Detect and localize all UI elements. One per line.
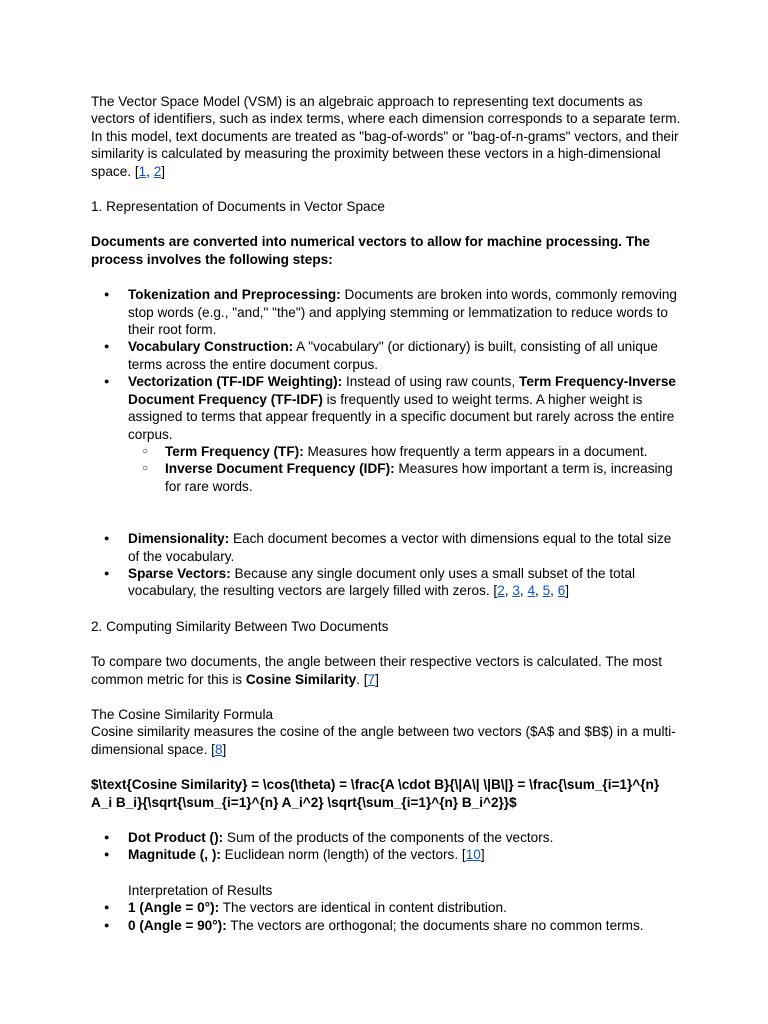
section-heading: 1. Representation of Documents in Vector Space (91, 199, 385, 215)
list-item: ● 0 (Angle = 90°): The vectors are orthogonal; the documents share no common terms. (91, 917, 681, 934)
cosine-formula: $\text{Cosine Similarity} = \cos(\theta) = \frac{A \cdot B}{\|A\| \|B\|} = \frac{\sum_{i=1}^{n} A_i B_i}{\sqrt{\sum_{i=1}^{n} A_i^2} \sqrt{\sum_{i=1}^{n} B_i^2}}$ (91, 777, 660, 810)
citation-link[interactable]: 2 (497, 583, 505, 599)
results-list (91, 899, 681, 934)
terms-list (91, 829, 681, 864)
citation-link[interactable]: 10 (465, 847, 481, 863)
list-item: ● Sparse Vectors: Because any single document only uses a small subset of the total vocabulary, the resulting vectors are largely filled with zeros. [2, 3, 4, 5, 6] (91, 565, 681, 600)
list-item: ○ Inverse Document Frequency (IDF): Measures how important a term is, increasing for rare words. (128, 460, 681, 495)
interpretation-title: Interpretation of Results (128, 882, 273, 898)
list-item: ● 1 (Angle = 0°): The vectors are identical in content distribution. (91, 899, 681, 916)
section-heading: 2. Computing Similarity Between Two Documents (91, 618, 389, 634)
citation-link[interactable]: 1 (138, 163, 147, 179)
list-item: ● Dot Product (): Sum of the products of the components of the vectors. (91, 829, 681, 846)
formula-title: The Cosine Similarity Formula (91, 706, 274, 722)
citation-link[interactable]: 5 (542, 583, 551, 599)
list-item: ● Vocabulary Construction: A "vocabulary" (or dictionary) is built, consisting of all unique terms across the entire document corpus. (91, 338, 681, 373)
sub-list (128, 443, 681, 495)
list-item: ○ Term Frequency (TF): Measures how frequently a term appears in a document. (128, 443, 681, 460)
intro-paragraph: The Vector Space Model (VSM) is an algebraic approach to representing text documents as vectors of identifiers, such as index terms, where each dimension corresponds to a separate term. In this model, text documents are treated as "bag-of-words" or "bag-of-n-grams" vectors, and their similarity is calculated by measuring the proximity between these vectors in a high-dimensional space. [1, 2] (91, 94, 681, 179)
citation-link[interactable]: 2 (153, 163, 162, 179)
citation-link[interactable]: 4 (527, 583, 536, 599)
list-item: ● Dimensionality: Each document becomes a vector with dimensions equal to the total size of the vocabulary. (91, 530, 681, 565)
list-item: ● Magnitude (, ): Euclidean norm (length) of the vectors. [10] (91, 846, 681, 863)
list-item: ● Tokenization and Preprocessing: Documents are broken into words, commonly removing stop words (e.g., "and," "the") and applying stemming or lemmatization to reduce words to their root form. (91, 286, 681, 338)
citation-link[interactable]: 7 (367, 671, 376, 687)
citation-link[interactable]: 3 (512, 583, 520, 599)
citation-link[interactable]: 6 (557, 583, 566, 599)
citation-link[interactable]: 8 (214, 741, 223, 757)
properties-list (91, 530, 681, 600)
comparison-paragraph: To compare two documents, the angle between their respective vectors is calculated. The most common metric for this is Cosine Similarity. [7] (91, 654, 662, 687)
steps-list (91, 286, 681, 495)
formula-description: Cosine similarity measures the cosine of the angle between two vectors ($A$ and $B$) in a multi-dimensional space. [8] (91, 724, 676, 757)
list-item: ● Vectorization (TF-IDF Weighting): Instead of using raw counts, Term Frequency-Inverse Document Frequency (TF-IDF) is frequently used to weight terms. A higher weight is assigned to terms that appear frequently in a specific document but rarely across the entire corpus. ○ Term Frequency (TF): Measures how frequently a term appears in a document. ○ Inverse Document Frequency (IDF): Measures how important a term is, increasing for rare words. (91, 373, 681, 495)
document-body (91, 93, 681, 934)
section-lead: Documents are converted into numerical vectors to allow for machine processing. The process involves the following steps: (91, 234, 650, 267)
